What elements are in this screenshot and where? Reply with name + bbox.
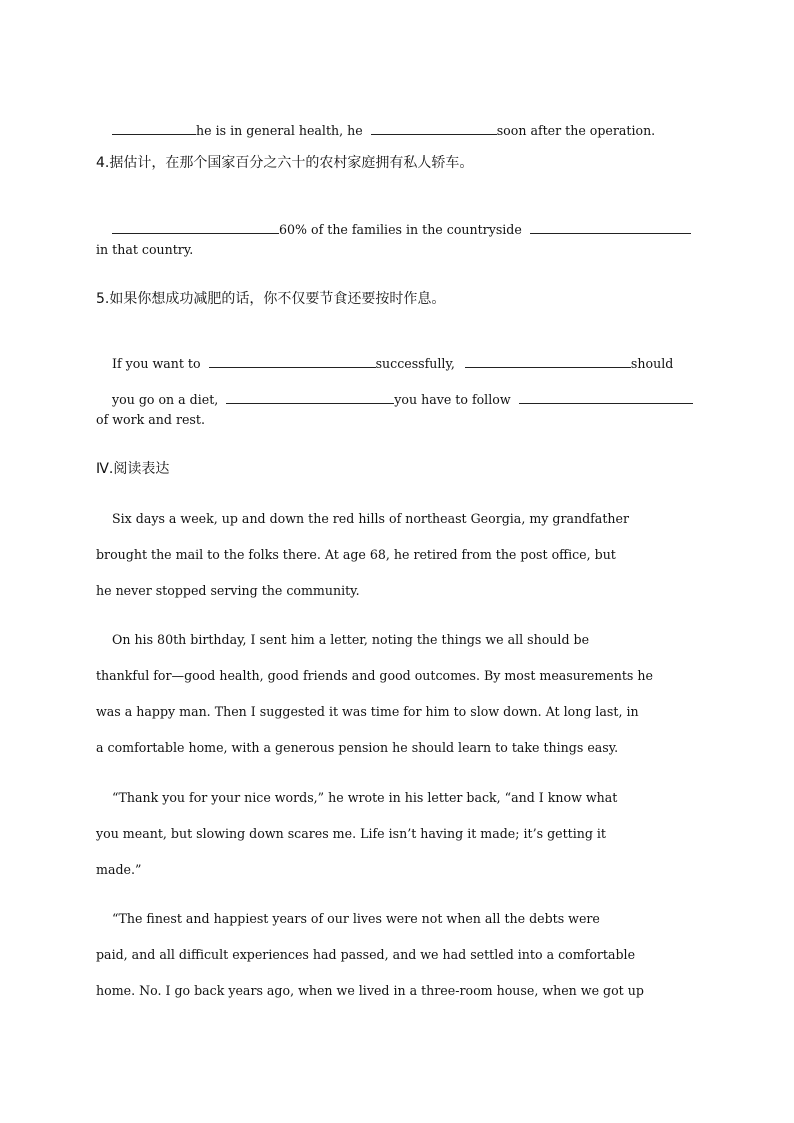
q4-line-2: in that country.: [96, 242, 194, 257]
q5-text-2: successfully,: [375, 356, 455, 371]
answer-blank[interactable]: [530, 222, 691, 234]
passage-line: “Thank you for your nice words,” he wrote in his letter back, “and I know what: [96, 790, 618, 805]
passage-line: brought the mail to the folks there. At age 68, he retired from the post office, but: [96, 547, 616, 562]
passage-line: thankful for—good health, good friends and good outcomes. By most measurements he: [96, 668, 653, 683]
section-heading: Ⅳ.阅读表达: [96, 461, 170, 477]
answer-blank[interactable]: [209, 356, 376, 368]
passage-line: “The finest and happiest years of our lives were not when all the debts were: [96, 911, 600, 926]
passage-line: Six days a week, up and down the red hills of northeast Georgia, my grandfather: [96, 511, 629, 526]
q5-text-5: you have to follow: [394, 392, 511, 407]
passage-line: On his 80th birthday, I sent him a letter, noting the things we all should be: [96, 632, 590, 647]
q4-text-1: 60% of the families in the countryside: [279, 222, 522, 237]
answer-blank[interactable]: [226, 392, 394, 404]
answer-blank[interactable]: [465, 356, 631, 368]
q5-line-3: of work and rest.: [96, 412, 205, 427]
q3-text-1: he is in general health, he: [196, 123, 363, 138]
q5-prompt: 5.如果你想成功减肥的话，你不仅要节食还要按时作息。: [96, 291, 446, 307]
q4-prompt: 4.据估计，在那个国家百分之六十的农村家庭拥有私人轿车。: [96, 155, 474, 171]
passage-line: made.”: [96, 862, 142, 877]
answer-blank[interactable]: [371, 123, 497, 135]
q5-text-1: If you want to: [112, 356, 201, 371]
q5-text-3: should: [630, 356, 674, 371]
passage-line: paid, and all difficult experiences had passed, and we had settled into a comfortable: [96, 947, 636, 962]
q3-line: [96, 107, 655, 155]
q5-text-4: you go on a diet,: [112, 392, 219, 407]
passage-line: a comfortable home, with a generous pension he should learn to take things easy.: [96, 740, 619, 755]
passage-line: he never stopped serving the community.: [96, 583, 360, 598]
q3-text-2: soon after the operation.: [496, 123, 656, 138]
passage-line: home. No. I go back years ago, when we lived in a three-room house, when we got up: [96, 983, 644, 998]
answer-blank[interactable]: [112, 123, 196, 135]
answer-blank[interactable]: [112, 222, 279, 234]
answer-blank[interactable]: [519, 392, 693, 404]
passage-line: was a happy man. Then I suggested it was time for him to slow down. At long last, in: [96, 704, 639, 719]
passage-line: you meant, but slowing down scares me. Life isn’t having it made; it’s getting it: [96, 826, 606, 841]
